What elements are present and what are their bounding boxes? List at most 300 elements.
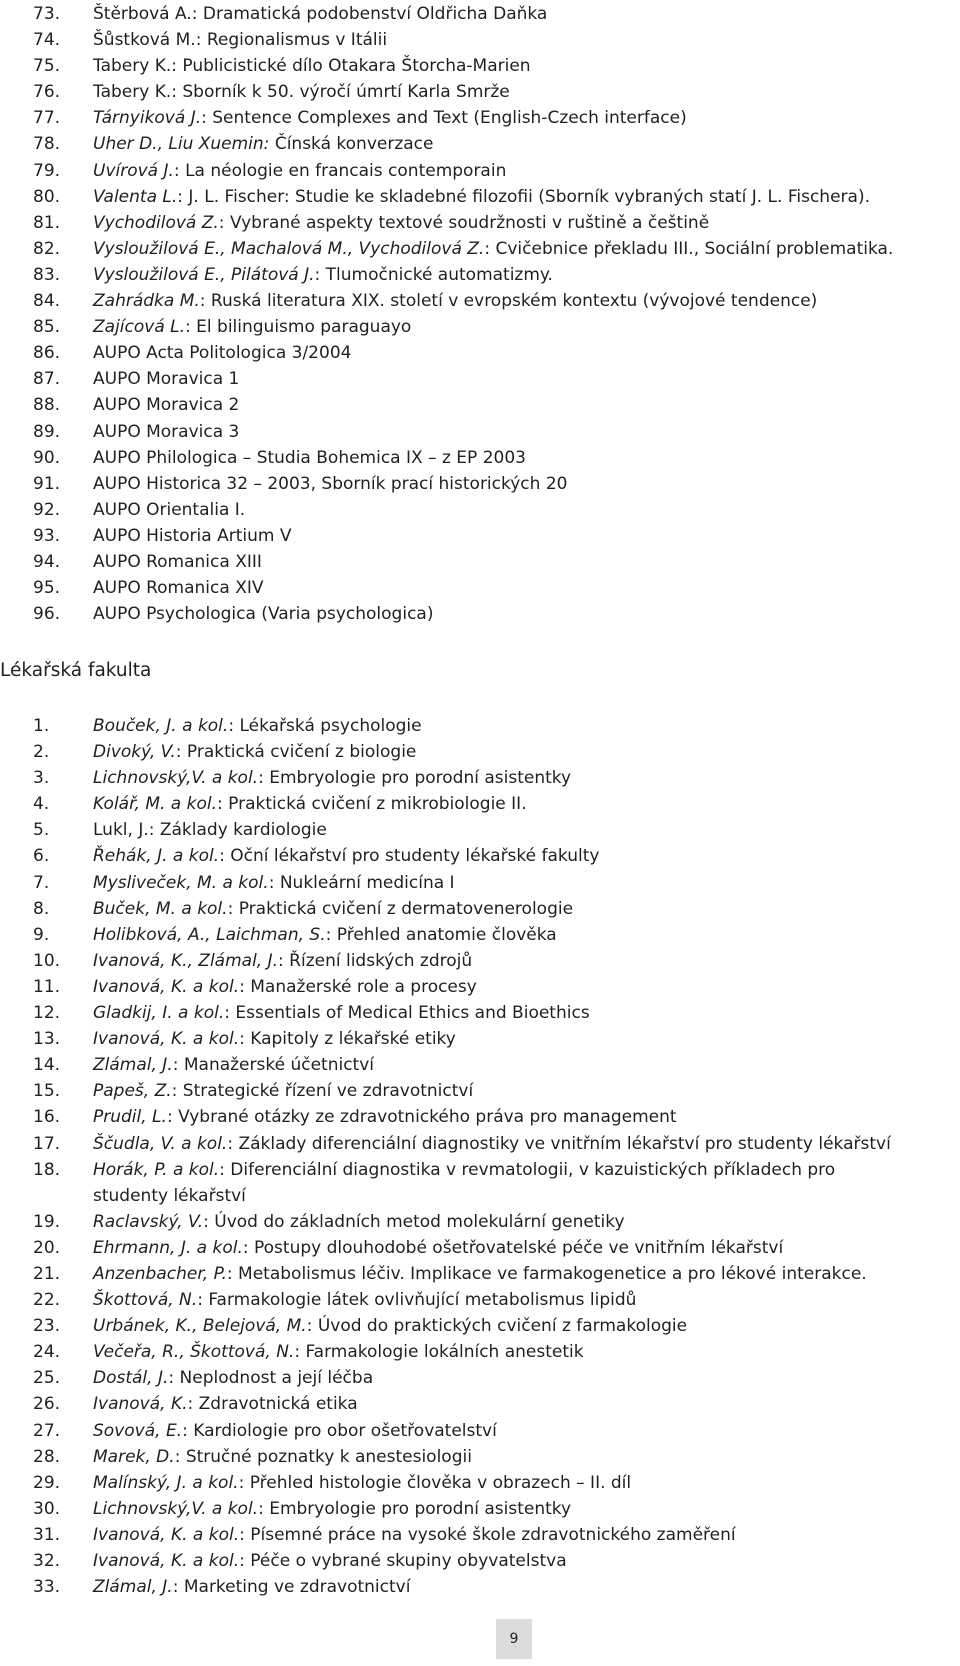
item-number: 10. <box>33 950 61 971</box>
list-item <box>0 392 960 418</box>
item-number: 89. <box>33 421 61 442</box>
item-separator: : <box>175 742 187 763</box>
item-number: 96. <box>33 604 61 625</box>
item-number: 82. <box>33 238 61 259</box>
item-entry <box>93 791 527 817</box>
item-entry <box>93 314 411 340</box>
item-number: 22. <box>33 1290 61 1311</box>
item-entry <box>93 262 553 288</box>
item-title: AUPO Historia Artium V <box>93 525 292 546</box>
list-item <box>0 1444 960 1470</box>
item-author: Tárnyiková J. <box>93 108 202 129</box>
item-title: Sborník k 50. výročí úmrtí Karla Smrže <box>182 82 510 103</box>
item-number: 9. <box>33 924 50 945</box>
item-entry <box>93 1470 631 1496</box>
item-number: 95. <box>33 578 61 599</box>
section-heading: Lékařská fakulta <box>0 660 152 681</box>
item-author: Ivanová, K. a kol. <box>93 1551 240 1571</box>
list-item <box>0 1104 960 1130</box>
item-number: 15. <box>33 1081 61 1102</box>
list-item <box>0 870 960 896</box>
item-title: AUPO Acta Politologica 3/2004 <box>93 343 352 364</box>
item-author: Prudil, L. <box>93 1107 167 1128</box>
list-item <box>0 1418 960 1444</box>
item-title: Diferenciální diagnostika v revmatologii, v kazuistických příkladech pro studenty lékařství <box>93 1159 836 1206</box>
item-entry <box>93 713 422 739</box>
list-item <box>0 1026 960 1052</box>
list-item <box>0 1339 960 1365</box>
list-item <box>0 1391 960 1417</box>
item-author: Gladkij, I. a kol. <box>93 1003 225 1024</box>
list-item <box>0 739 960 765</box>
item-separator: : <box>182 1420 194 1441</box>
item-entry <box>93 1548 567 1574</box>
list-item <box>0 1313 960 1339</box>
item-entry <box>93 471 567 497</box>
item-entry <box>93 79 510 105</box>
list-item <box>0 1131 960 1157</box>
list-item <box>0 1496 960 1522</box>
item-number: 19. <box>33 1211 61 1232</box>
item-author: Vysloužilová E., Machalová M., Vychodilová Z. <box>93 238 485 259</box>
item-number: 2. <box>33 742 50 763</box>
item-number: 91. <box>33 473 61 494</box>
item-number: 84. <box>33 291 61 312</box>
item-entry <box>93 1026 456 1052</box>
list-item <box>0 236 960 262</box>
item-separator: : <box>166 1107 179 1128</box>
list-item <box>0 1 960 27</box>
item-title: Vybrané otázky ze zdravotnického práva pro management <box>178 1107 677 1128</box>
item-title: Sentence Complexes and Text (English-Czech interface) <box>212 108 687 129</box>
item-author: Marek, D. <box>93 1446 175 1467</box>
item-number: 32. <box>33 1551 61 1571</box>
item-title: Tlumočnické automatizmy. <box>325 264 553 285</box>
list-item <box>0 601 960 627</box>
item-separator: : <box>314 264 326 285</box>
item-title: Kapitoly z lékařské etiky <box>250 1029 456 1050</box>
item-entry <box>93 445 526 471</box>
item-entry <box>93 1131 891 1157</box>
item-title: Neplodnost a její léčba <box>179 1368 374 1389</box>
item-entry <box>93 1522 736 1548</box>
item-entry <box>93 1261 867 1287</box>
item-number: 13. <box>33 1029 61 1050</box>
item-author: Večeřa, R., Škottová, N. <box>93 1342 295 1363</box>
item-number: 80. <box>33 186 61 207</box>
item-number: 12. <box>33 1003 61 1024</box>
list-item <box>0 340 960 366</box>
item-author: Řehák, J. a kol. <box>93 846 220 867</box>
item-separator: : <box>228 716 240 736</box>
list-item <box>0 184 960 210</box>
item-separator: : <box>201 108 213 129</box>
item-author: Škottová, N. <box>93 1290 198 1311</box>
item-entry <box>93 870 455 896</box>
item-separator: : <box>219 1159 231 1180</box>
item-author: Mysliveček, M. a kol. <box>93 872 269 893</box>
item-number: 76. <box>33 82 61 103</box>
item-separator: : <box>239 1551 251 1571</box>
item-entry <box>93 1104 677 1130</box>
list-item <box>0 419 960 445</box>
item-title: J. L. Fischer: Studie ke skladebné filozofii (Sborník vybraných statí J. L. Fischera). <box>188 186 870 207</box>
item-entry <box>93 210 709 236</box>
item-title: Praktická cvičení z biologie <box>186 742 417 763</box>
list-item <box>0 1235 960 1261</box>
item-title: El bilinguismo paraguayo <box>196 317 412 338</box>
item-title: AUPO Orientalia I. <box>93 499 246 520</box>
item-number: 11. <box>33 976 61 997</box>
item-entry <box>93 922 557 948</box>
item-author: Kolář, M. a kol. <box>93 794 217 815</box>
item-number: 20. <box>33 1237 61 1258</box>
item-number: 93. <box>33 525 61 546</box>
item-title: AUPO Historica 32 – 2003, Sborník prací historických 20 <box>93 473 568 494</box>
item-number: 29. <box>33 1472 61 1493</box>
item-number: 88. <box>33 395 61 416</box>
list-item <box>0 445 960 471</box>
item-number: 77. <box>33 108 61 129</box>
item-title: Oční lékařství pro studenty lékařské fakulty <box>230 846 600 867</box>
list-item <box>0 896 960 922</box>
item-title: Dramatická podobenství Oldřicha Daňka <box>202 4 548 24</box>
item-number: 73. <box>33 4 61 24</box>
item-author: Bouček, J. a kol. <box>93 716 229 736</box>
item-number: 25. <box>33 1368 61 1389</box>
item-separator: : <box>227 1133 239 1154</box>
item-number: 30. <box>33 1498 61 1519</box>
item-separator: : <box>185 317 197 338</box>
item-title: Zdravotnická etika <box>198 1394 358 1415</box>
list-item <box>0 1470 960 1496</box>
item-author: Ivanová, K. <box>93 1394 188 1415</box>
item-author: Lichnovský,V. a kol. <box>93 1498 259 1519</box>
item-entry <box>93 549 262 575</box>
item-title: Embryologie pro porodní asistentky <box>269 768 572 789</box>
item-separator: : <box>177 186 189 207</box>
list-item <box>0 1078 960 1104</box>
item-title: Lékařská psychologie <box>239 716 422 736</box>
item-separator: : <box>239 976 251 997</box>
item-title: Postupy dlouhodobé ošetřovatelské péče ve vnitřním lékařství <box>254 1237 784 1258</box>
list-item <box>0 53 960 79</box>
item-entry <box>93 1287 636 1313</box>
item-entry <box>93 1 547 27</box>
publication-list-continued <box>0 1 960 627</box>
page-number: 9 <box>496 1619 532 1659</box>
list-item <box>0 974 960 1000</box>
item-entry <box>93 288 817 314</box>
list-item <box>0 471 960 497</box>
item-author: Štěrbová A. <box>93 4 192 24</box>
item-entry <box>93 366 239 392</box>
item-separator: : <box>239 1524 251 1545</box>
item-number: 21. <box>33 1263 61 1284</box>
item-title: Manažerské účetnictví <box>183 1055 375 1076</box>
list-item <box>0 1261 960 1287</box>
item-number: 94. <box>33 551 61 572</box>
list-item <box>0 843 960 869</box>
item-title: AUPO Philologica – Studia Bohemica IX – z EP 2003 <box>93 447 526 468</box>
item-number: 14. <box>33 1055 61 1076</box>
item-entry <box>93 53 531 79</box>
item-separator: : <box>172 1055 184 1076</box>
item-entry <box>93 1496 571 1522</box>
item-title: AUPO Moravica 3 <box>93 421 240 442</box>
item-separator: : <box>172 1577 184 1598</box>
item-number: 24. <box>33 1342 61 1363</box>
item-number: 86. <box>33 343 61 364</box>
item-separator: : <box>242 1237 254 1258</box>
list-item <box>0 314 960 340</box>
item-title: Řízení lidských zdrojů <box>289 950 473 971</box>
item-entry <box>93 1235 783 1261</box>
item-separator: : <box>268 872 280 893</box>
item-entry <box>93 765 571 791</box>
item-number: 17. <box>33 1133 61 1154</box>
list-item <box>0 288 960 314</box>
list-item <box>0 948 960 974</box>
item-author: Šůstková M. <box>93 30 196 51</box>
item-separator: : <box>197 1290 209 1311</box>
list-item <box>0 1000 960 1026</box>
list-item <box>0 765 960 791</box>
item-number: 26. <box>33 1394 61 1415</box>
item-number: 28. <box>33 1446 61 1467</box>
item-title: AUPO Moravica 1 <box>93 369 240 390</box>
item-author: Ivanová, K. a kol. <box>93 976 240 997</box>
item-title: AUPO Moravica 2 <box>93 395 240 416</box>
item-title: Metabolismus léčiv. Implikace ve farmakogenetice a pro lékové interakce. <box>238 1263 867 1284</box>
item-author: Ivanová, K. a kol. <box>93 1029 240 1050</box>
item-author: Sovová, E. <box>93 1420 183 1441</box>
item-author: Raclavský, V. <box>93 1211 204 1232</box>
list-item <box>0 105 960 131</box>
item-entry <box>93 184 870 210</box>
item-number: 79. <box>33 160 61 181</box>
list-item <box>0 1209 960 1235</box>
item-title: Ruská literatura XIX. století v evropském kontextu (vývojové tendence) <box>210 291 818 312</box>
list-item <box>0 27 960 53</box>
item-number: 5. <box>33 820 50 841</box>
item-separator: : <box>187 1394 199 1415</box>
list-item <box>0 366 960 392</box>
item-separator: : <box>195 30 207 51</box>
item-separator: : <box>294 1342 306 1363</box>
item-title: Přehled anatomie člověka <box>336 924 557 945</box>
item-entry <box>93 1574 410 1600</box>
item-title: Essentials of Medical Ethics and Bioethics <box>235 1003 590 1024</box>
item-entry <box>93 1000 590 1026</box>
item-number: 85. <box>33 317 61 338</box>
item-title: Nukleární medicína I <box>279 872 455 893</box>
item-number: 78. <box>33 134 61 155</box>
item-entry <box>93 1418 497 1444</box>
item-author: Buček, M. a kol. <box>93 898 228 919</box>
list-item <box>0 1522 960 1548</box>
item-title: Stručné poznatky k anestesiologii <box>185 1446 472 1467</box>
item-author: Tabery K. <box>93 56 172 77</box>
item-number: 75. <box>33 56 61 77</box>
item-number: 74. <box>33 30 61 51</box>
item-separator: : <box>484 238 496 259</box>
item-title: Lukl, J.: Základy kardiologie <box>93 820 327 841</box>
item-entry <box>93 896 573 922</box>
item-author: Ivanová, K., Zlámal, J. <box>93 950 279 971</box>
list-item <box>0 1548 960 1574</box>
item-author: Uher D., Liu Xuemin: <box>93 134 270 155</box>
item-author: Holibková, A., Laichman, S. <box>93 924 326 945</box>
item-author: Lichnovský,V. a kol. <box>93 768 259 789</box>
item-separator: : <box>227 898 239 919</box>
item-separator: : <box>199 291 211 312</box>
item-author: Dostál, J. <box>93 1368 169 1389</box>
item-author: Valenta L. <box>93 186 178 207</box>
item-entry <box>93 27 387 53</box>
item-separator: : <box>325 924 337 945</box>
item-entry <box>93 1052 374 1078</box>
item-title: Úvod do praktických cvičení z farmakologie <box>317 1316 688 1337</box>
item-separator: : <box>173 160 186 181</box>
list-item <box>0 497 960 523</box>
item-author: Anzenbacher, P. <box>93 1263 227 1284</box>
item-title: Regionalismus v Itálii <box>206 30 388 51</box>
item-number: 33. <box>33 1577 61 1598</box>
item-separator: : <box>258 1498 270 1519</box>
item-entry <box>93 1391 358 1417</box>
item-separator: : <box>278 950 290 971</box>
item-entry <box>93 817 327 843</box>
list-item <box>0 79 960 105</box>
item-title: Embryologie pro porodní asistentky <box>269 1498 572 1519</box>
item-entry <box>93 419 239 445</box>
item-author: Uvírová J. <box>93 160 174 181</box>
item-number: 27. <box>33 1420 61 1441</box>
list-item <box>0 713 960 739</box>
item-number: 8. <box>33 898 50 919</box>
item-author: Horák, P. a kol. <box>93 1159 220 1180</box>
item-number: 83. <box>33 264 61 285</box>
item-separator: : <box>191 4 203 24</box>
item-number: 1. <box>33 716 50 736</box>
item-separator: : <box>258 768 270 789</box>
item-separator: : <box>224 1003 236 1024</box>
list-item <box>0 549 960 575</box>
item-author: Vychodilová Z. <box>93 212 219 233</box>
item-title: Písemné práce na vysoké škole zdravotnického zaměření <box>250 1524 736 1545</box>
list-item <box>0 523 960 549</box>
item-entry <box>93 131 434 157</box>
item-title: Marketing ve zdravotnictví <box>183 1577 411 1598</box>
item-author: Vysloužilová E., Pilátová J. <box>93 264 315 285</box>
list-item <box>0 1287 960 1313</box>
item-number: 18. <box>33 1159 61 1180</box>
item-title: Farmakologie látek ovlivňující metabolismus lipidů <box>208 1290 637 1311</box>
item-number: 4. <box>33 794 50 815</box>
item-title: Farmakologie lokálních anestetik <box>305 1342 584 1363</box>
item-entry <box>93 523 291 549</box>
publication-list-medical-faculty <box>0 713 960 1600</box>
list-item <box>0 262 960 288</box>
item-title: Strategické řízení ve zdravotnictví <box>182 1081 474 1102</box>
item-entry <box>93 1209 625 1235</box>
list-item <box>0 131 960 157</box>
item-title: Péče o vybrané skupiny obyvatelstva <box>250 1551 567 1571</box>
item-entry <box>93 1078 473 1104</box>
item-author: Zlámal, J. <box>93 1055 173 1076</box>
list-item <box>0 158 960 184</box>
item-author: Papeš, Z. <box>93 1081 172 1102</box>
item-author: Zahrádka M. <box>93 291 200 312</box>
item-number: 90. <box>33 447 61 468</box>
item-separator: : <box>171 56 183 77</box>
list-item <box>0 1365 960 1391</box>
list-item <box>0 791 960 817</box>
item-title: Vybrané aspekty textové soudržnosti v ruštině a češtině <box>229 212 710 233</box>
item-author: Urbánek, K., Belejová, M. <box>93 1316 307 1337</box>
item-author: Zajícová L. <box>93 317 186 338</box>
list-item <box>0 922 960 948</box>
item-separator: : <box>171 1081 183 1102</box>
item-author: Divoký, V. <box>93 742 176 763</box>
item-number: 31. <box>33 1524 61 1545</box>
item-entry <box>93 575 264 601</box>
item-author: Zlámal, J. <box>93 1577 173 1598</box>
item-separator: : <box>239 1029 251 1050</box>
item-author: Ščudla, V. a kol. <box>93 1133 228 1154</box>
item-separator: : <box>217 794 229 815</box>
item-title: Kardiologie pro obor ošetřovatelství <box>193 1420 497 1441</box>
item-number: 7. <box>33 872 50 893</box>
item-separator: : <box>226 1263 239 1284</box>
item-separator: : <box>174 1446 186 1467</box>
item-entry <box>93 1444 472 1470</box>
item-entry <box>93 601 433 627</box>
list-item <box>0 1574 960 1600</box>
item-title: Základy diferenciální diagnostiky ve vnitřním lékařství pro studenty lékařství <box>238 1133 891 1154</box>
list-item <box>0 575 960 601</box>
item-author: Tabery K. <box>93 82 172 103</box>
item-title: La néologie en francais contemporain <box>185 160 507 181</box>
item-separator: : <box>219 846 231 867</box>
item-entry <box>93 105 687 131</box>
list-item <box>0 210 960 236</box>
item-entry <box>93 1313 687 1339</box>
list-item <box>0 817 960 843</box>
item-title: Praktická cvičení z mikrobiologie II. <box>228 794 527 815</box>
item-entry <box>93 392 239 418</box>
item-separator: : <box>203 1211 215 1232</box>
item-title: Praktická cvičení z dermatovenerologie <box>238 898 574 919</box>
item-separator: : <box>218 212 230 233</box>
item-title: AUPO Romanica XIV <box>93 578 264 599</box>
list-item <box>0 1052 960 1078</box>
item-entry <box>93 1365 373 1391</box>
item-title: Přehled histologie člověka v obrazech – II. díl <box>249 1472 632 1493</box>
item-title: Publicistické dílo Otakara Štorcha-Marien <box>182 56 531 77</box>
item-author: Malínský, J. a kol. <box>93 1472 239 1493</box>
item-entry <box>93 236 893 262</box>
item-number: 3. <box>33 768 50 789</box>
item-separator: : <box>306 1316 318 1337</box>
item-author: Ehrmann, J. a kol. <box>93 1237 243 1258</box>
item-number: 81. <box>33 212 61 233</box>
item-title: Čínská konverzace <box>274 134 434 155</box>
item-entry <box>93 843 599 869</box>
item-title: Cvičebnice překladu III., Sociální problematika. <box>495 238 894 259</box>
item-entry <box>93 1339 584 1365</box>
